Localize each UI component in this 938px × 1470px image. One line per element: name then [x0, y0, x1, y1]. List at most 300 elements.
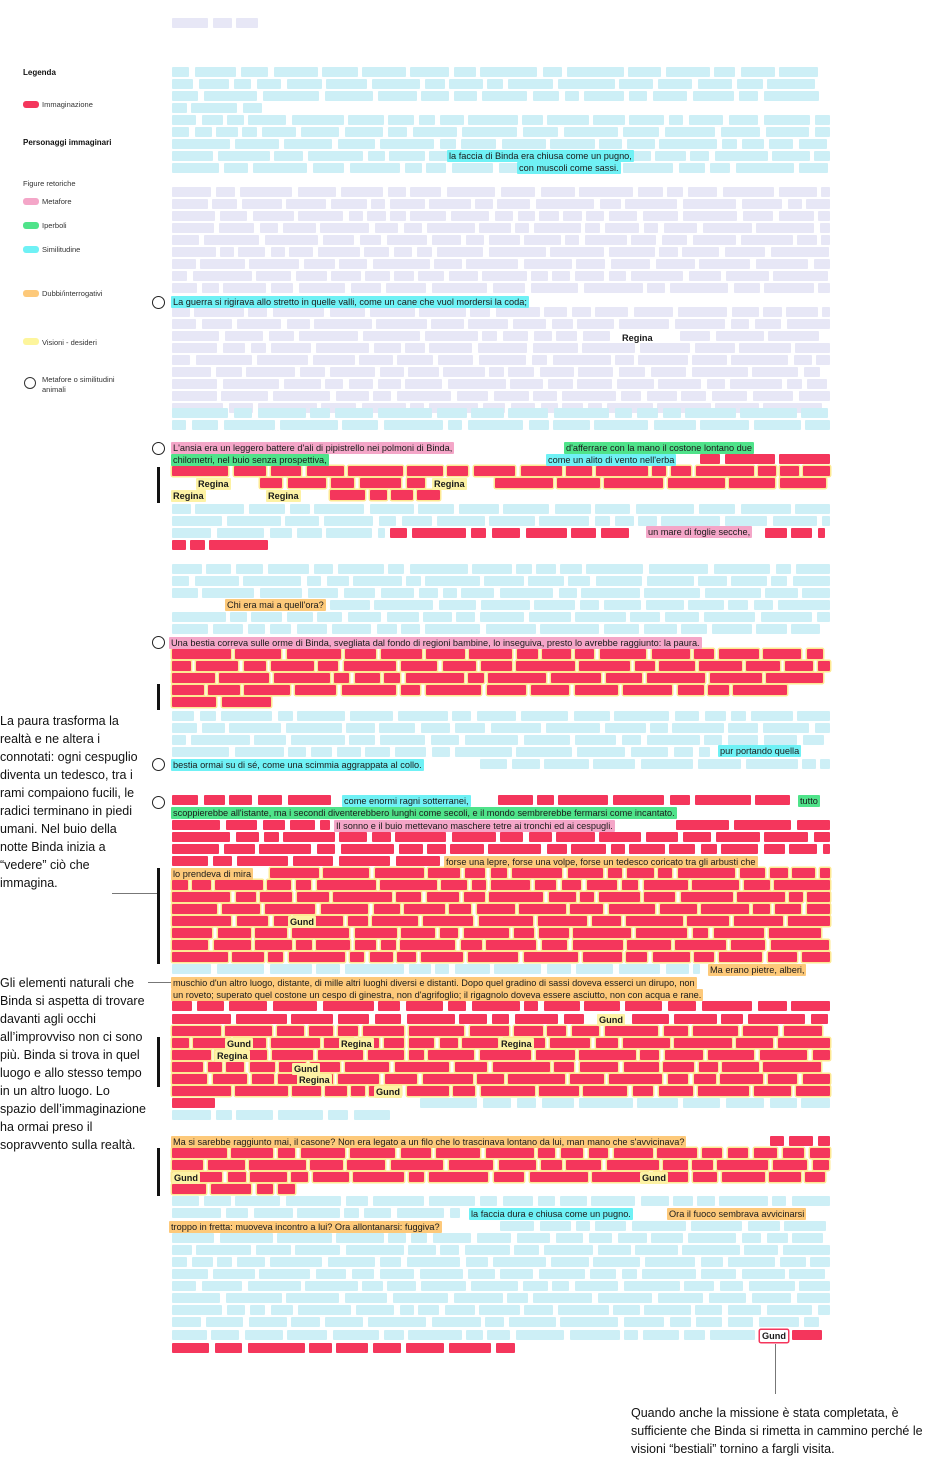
word-block: [427, 892, 459, 902]
word-block: [395, 832, 446, 842]
word-block: [541, 1160, 562, 1170]
word-block: [310, 1160, 343, 1170]
word-block: [771, 247, 829, 257]
word-block: [647, 391, 677, 401]
word-block: [571, 844, 606, 854]
word-block: [390, 211, 406, 221]
word-block: [576, 1221, 590, 1231]
word-block: [338, 1026, 358, 1036]
word-block: [778, 600, 830, 610]
word-block: [676, 820, 729, 830]
word-block: [768, 1074, 797, 1084]
word-block: [286, 1293, 339, 1303]
word-block: [493, 1062, 550, 1072]
word-block: [238, 247, 265, 257]
word-block: [426, 685, 481, 695]
word-block: [779, 211, 814, 221]
word-block: [754, 1148, 777, 1158]
word-block: [705, 711, 726, 721]
word-block: [764, 91, 819, 101]
word-block: [730, 379, 782, 389]
word-block: [805, 420, 830, 430]
word-block: [469, 649, 512, 659]
word-block: [318, 247, 360, 257]
word-block: [330, 307, 365, 317]
word-block: [627, 139, 655, 149]
word-block: [296, 880, 311, 890]
word-block: [192, 880, 211, 890]
word-block: [793, 576, 830, 586]
word-block: [172, 1160, 203, 1170]
word-block: [498, 795, 533, 805]
word-block: [553, 355, 611, 365]
word-block: [256, 271, 291, 281]
word-block: [331, 199, 367, 209]
word-block: [222, 697, 271, 707]
word-block: [172, 1245, 192, 1255]
word-block: [657, 1148, 697, 1158]
word-block: [394, 271, 414, 281]
word-block: [624, 1317, 664, 1327]
word-block: [237, 319, 281, 329]
word-block: [593, 759, 635, 769]
word-block: [290, 504, 310, 514]
character-name: Gund: [294, 1064, 318, 1074]
word-block: [595, 504, 630, 514]
section-marker: [157, 1037, 160, 1087]
word-block: [625, 1001, 662, 1011]
word-block: [308, 588, 338, 598]
word-block: [244, 685, 290, 695]
word-block: [611, 844, 625, 854]
word-block: [423, 612, 452, 622]
word-block: [547, 964, 571, 974]
word-block: [172, 624, 208, 634]
word-block: [766, 127, 809, 137]
word-block: [213, 624, 243, 634]
word-block: [296, 271, 327, 281]
word-block: [651, 367, 686, 377]
word-block: [390, 199, 425, 209]
word-block: [248, 115, 286, 125]
word-block: [514, 928, 534, 938]
word-block: [172, 1062, 203, 1072]
word-block: [399, 844, 423, 854]
word-block: [693, 1172, 717, 1182]
word-block: [681, 391, 706, 401]
word-block: [722, 139, 737, 149]
word-block: [698, 79, 732, 89]
word-block: [754, 600, 773, 610]
word-block: [311, 747, 332, 757]
word-block: [796, 1086, 830, 1096]
word-block: [425, 79, 445, 89]
word-block: [664, 1026, 688, 1036]
word-block: [560, 564, 582, 574]
word-block: [287, 649, 341, 659]
word-block: [537, 795, 554, 805]
word-block: [743, 1026, 778, 1036]
word-block: [349, 379, 373, 389]
word-block: [172, 115, 196, 125]
word-block: [274, 151, 303, 161]
word-block: [522, 115, 543, 125]
word-block: [787, 319, 830, 329]
word-block: [514, 1245, 539, 1255]
word-block: [633, 1086, 653, 1096]
word-block: [333, 892, 392, 902]
word-block: [471, 408, 504, 418]
word-block: [627, 940, 671, 950]
word-block: [746, 759, 798, 769]
word-block: [236, 1014, 287, 1024]
word-block: [428, 868, 460, 878]
word-block: [732, 307, 759, 317]
word-block: [350, 952, 364, 962]
word-block: [807, 904, 830, 914]
word-block: [547, 115, 589, 125]
word-block: [541, 187, 575, 197]
word-block: [409, 1172, 424, 1182]
word-block: [421, 952, 463, 962]
word-block: [271, 247, 285, 257]
word-block: [524, 1305, 553, 1315]
word-block: [495, 211, 513, 221]
word-block: [401, 928, 435, 938]
word-block: [659, 661, 695, 671]
word-block: [586, 211, 604, 221]
word-block: [488, 673, 546, 683]
word-block: [436, 1148, 480, 1158]
word-block: [236, 832, 259, 842]
word-block: [400, 1305, 414, 1315]
word-block: [791, 528, 812, 538]
simile-text: la faccia dura e chiusa come un pugno.: [471, 1209, 631, 1219]
word-block: [225, 331, 263, 341]
word-block: [388, 1233, 406, 1243]
word-block: [721, 1014, 743, 1024]
word-block: [409, 1038, 434, 1048]
word-block: [253, 211, 294, 221]
word-block: [408, 1330, 462, 1340]
word-block: [457, 391, 488, 401]
doubt-text: muschio d'un altro luogo, distante, di mille altri luoghi diversi e distanti. Dopo quel gradino di sassi doveva esserci un dirupo, non: [173, 978, 695, 988]
word-block: [755, 795, 790, 805]
word-block: [674, 747, 693, 757]
word-block: [374, 600, 433, 610]
word-block: [362, 67, 406, 77]
word-block: [768, 952, 797, 962]
character-name: Regina: [268, 491, 299, 501]
word-block: [778, 1038, 830, 1048]
word-block: [172, 223, 214, 233]
word-block: [821, 187, 830, 197]
word-block: [243, 576, 301, 586]
word-block: [670, 1317, 691, 1327]
word-block: [172, 1050, 211, 1060]
word-block: [531, 283, 578, 293]
word-block: [172, 91, 198, 101]
word-block: [410, 564, 468, 574]
word-block: [295, 1245, 340, 1255]
word-block: [391, 1160, 443, 1170]
word-block: [283, 832, 335, 842]
word-block: [349, 211, 363, 221]
word-block: [202, 115, 223, 125]
word-block: [731, 355, 788, 365]
word-block: [388, 564, 404, 574]
word-block: [771, 576, 787, 586]
word-block: [553, 420, 590, 430]
word-block: [265, 235, 318, 245]
word-block: [754, 1086, 791, 1096]
word-block: [419, 115, 435, 125]
word-block: [705, 588, 761, 598]
word-block: [722, 1062, 759, 1072]
word-block: [248, 1343, 305, 1353]
doubt-text: Ma si sarebbe raggiunto mai, il casone? Non era legato a un filo che lo trascinava lontano da lui, man mano che s'avvicinava?: [173, 1137, 685, 1147]
word-block: [560, 1317, 618, 1327]
word-block: [257, 79, 281, 89]
word-block: [362, 1281, 383, 1291]
word-block: [260, 588, 302, 598]
word-block: [464, 928, 509, 938]
word-block: [172, 820, 220, 830]
word-block: [172, 940, 208, 950]
hyperbole-text: tutto: [800, 796, 818, 806]
word-block: [540, 1221, 571, 1231]
word-block: [409, 1026, 464, 1036]
word-block: [380, 880, 437, 890]
word-block: [681, 892, 733, 902]
word-block: [351, 283, 381, 293]
word-block: [646, 600, 684, 610]
word-block: [477, 1233, 511, 1243]
word-block: [370, 504, 414, 514]
word-block: [816, 355, 830, 365]
word-block: [693, 964, 700, 974]
word-block: [204, 1196, 231, 1206]
word-block: [736, 163, 794, 173]
word-block: [172, 1343, 209, 1353]
word-block: [316, 1269, 346, 1279]
word-block: [278, 1148, 295, 1158]
word-block: [407, 1257, 460, 1267]
word-block: [542, 1098, 574, 1108]
word-block: [728, 1148, 748, 1158]
word-block: [493, 283, 525, 293]
word-block: [202, 319, 232, 329]
word-block: [481, 661, 512, 671]
word-block: [426, 649, 465, 659]
word-block: [380, 735, 425, 745]
word-block: [417, 247, 432, 257]
word-block: [577, 379, 612, 389]
word-block: [698, 1086, 749, 1096]
word-block: [172, 1233, 214, 1243]
imagination-label: Immaginazione: [42, 100, 93, 109]
word-block: [425, 331, 478, 341]
word-block: [596, 466, 648, 476]
word-block: [407, 1086, 449, 1096]
word-block: [292, 1086, 321, 1096]
word-block: [206, 564, 231, 574]
word-block: [278, 1110, 323, 1120]
word-block: [190, 540, 205, 550]
word-block: [570, 1074, 604, 1084]
word-block: [729, 115, 758, 125]
word-block: [387, 612, 419, 622]
word-block: [380, 367, 404, 377]
word-block: [461, 139, 496, 149]
word-block: [517, 649, 538, 659]
word-block: [536, 199, 594, 209]
word-block: [227, 115, 244, 125]
word-block: [406, 576, 421, 586]
word-block: [172, 1086, 231, 1096]
word-block: [375, 1014, 401, 1024]
word-block: [342, 420, 378, 430]
word-block: [292, 115, 344, 125]
word-block: [815, 115, 830, 125]
word-block: [503, 331, 528, 341]
word-block: [217, 1257, 232, 1267]
word-block: [638, 516, 657, 526]
word-block: [591, 1196, 635, 1206]
word-block: [470, 307, 490, 317]
word-block: [744, 1245, 778, 1255]
word-block: [172, 928, 212, 938]
word-block: [320, 820, 330, 830]
word-block: [373, 259, 430, 269]
fear-annotation: La paura trasforma la realtà e ne altera i connotati: ogni cespuglio diventa un tedesco, tra i rami compaiono fucili, le radici terminano in piedi umani. Nel buio della notte Binda inizia a “vedere” ciò che immagina.: [0, 714, 138, 890]
word-block: [440, 115, 464, 125]
word-block: [618, 1233, 647, 1243]
word-block: [172, 795, 198, 805]
word-block: [345, 1062, 389, 1072]
word-block: [802, 952, 830, 962]
word-block: [494, 391, 529, 401]
word-block: [714, 67, 735, 77]
word-block: [536, 564, 556, 574]
word-block: [684, 1330, 705, 1340]
word-block: [466, 1330, 483, 1340]
word-block: [803, 735, 824, 745]
word-block: [172, 466, 228, 476]
word-block: [774, 880, 830, 890]
word-block: [775, 904, 801, 914]
word-block: [432, 747, 450, 757]
word-block: [813, 1160, 829, 1170]
word-block: [474, 466, 515, 476]
word-block: [316, 940, 350, 950]
word-block: [172, 1293, 220, 1303]
word-block: [308, 151, 363, 161]
word-block: [593, 115, 625, 125]
word-block: [265, 904, 315, 914]
metaphor-text: Il sonno e il buio mettevano maschere tetre ai tronchi ed ai cespugli.: [336, 821, 613, 831]
word-block: [435, 964, 449, 974]
word-block: [598, 1293, 652, 1303]
word-block: [355, 940, 376, 950]
word-block: [794, 355, 812, 365]
word-block: [395, 747, 426, 757]
word-block: [277, 1233, 332, 1243]
word-block: [638, 355, 688, 365]
character-name: Gund: [599, 1015, 623, 1025]
word-block: [580, 600, 599, 610]
simile-text: come un alito di vento nell'erba: [548, 455, 675, 465]
word-block: [674, 1014, 717, 1024]
word-block: [305, 1281, 358, 1291]
word-block: [462, 127, 517, 137]
word-block: [663, 1160, 688, 1170]
word-block: [236, 892, 256, 902]
word-block: [792, 1330, 822, 1340]
word-block: [172, 1269, 208, 1279]
word-block: [666, 67, 710, 77]
word-block: [710, 1330, 755, 1340]
word-block: [605, 1026, 658, 1036]
word-block: [764, 115, 810, 125]
word-block: [803, 1074, 830, 1084]
word-block: [406, 1001, 443, 1011]
word-block: [646, 832, 678, 842]
word-block: [411, 1233, 427, 1243]
word-block: [674, 1038, 732, 1048]
word-block: [486, 1148, 534, 1158]
word-block: [699, 259, 750, 269]
word-block: [447, 187, 495, 197]
word-block: [248, 307, 267, 317]
word-block: [257, 355, 308, 365]
word-block: [564, 127, 618, 137]
word-block: [407, 478, 425, 488]
word-block: [689, 115, 723, 125]
word-block: [172, 747, 229, 757]
word-block: [172, 271, 187, 281]
word-block: [638, 187, 663, 197]
word-block: [346, 723, 375, 733]
word-block: [562, 391, 616, 401]
word-block: [518, 211, 535, 221]
word-block: [799, 139, 827, 149]
word-block: [400, 940, 455, 950]
word-block: [248, 624, 265, 634]
word-block: [628, 67, 661, 77]
word-block: [615, 355, 634, 365]
word-block: [592, 916, 621, 926]
word-block: [352, 1269, 374, 1279]
word-block: [481, 1086, 535, 1096]
word-block: [571, 528, 596, 538]
word-block: [287, 79, 322, 89]
word-block: [345, 1293, 387, 1303]
word-block: [702, 1001, 752, 1011]
characters-title: Personaggi immaginari: [23, 138, 112, 147]
word-block: [172, 576, 189, 586]
word-block: [215, 1343, 242, 1353]
word-block: [623, 163, 673, 173]
word-block: [725, 247, 765, 257]
section-marker: [157, 1148, 160, 1196]
word-block: [454, 91, 477, 101]
word-block: [531, 271, 548, 281]
word-block: [626, 916, 683, 926]
word-block: [375, 868, 424, 878]
word-block: [719, 1196, 768, 1206]
word-block: [647, 283, 665, 293]
